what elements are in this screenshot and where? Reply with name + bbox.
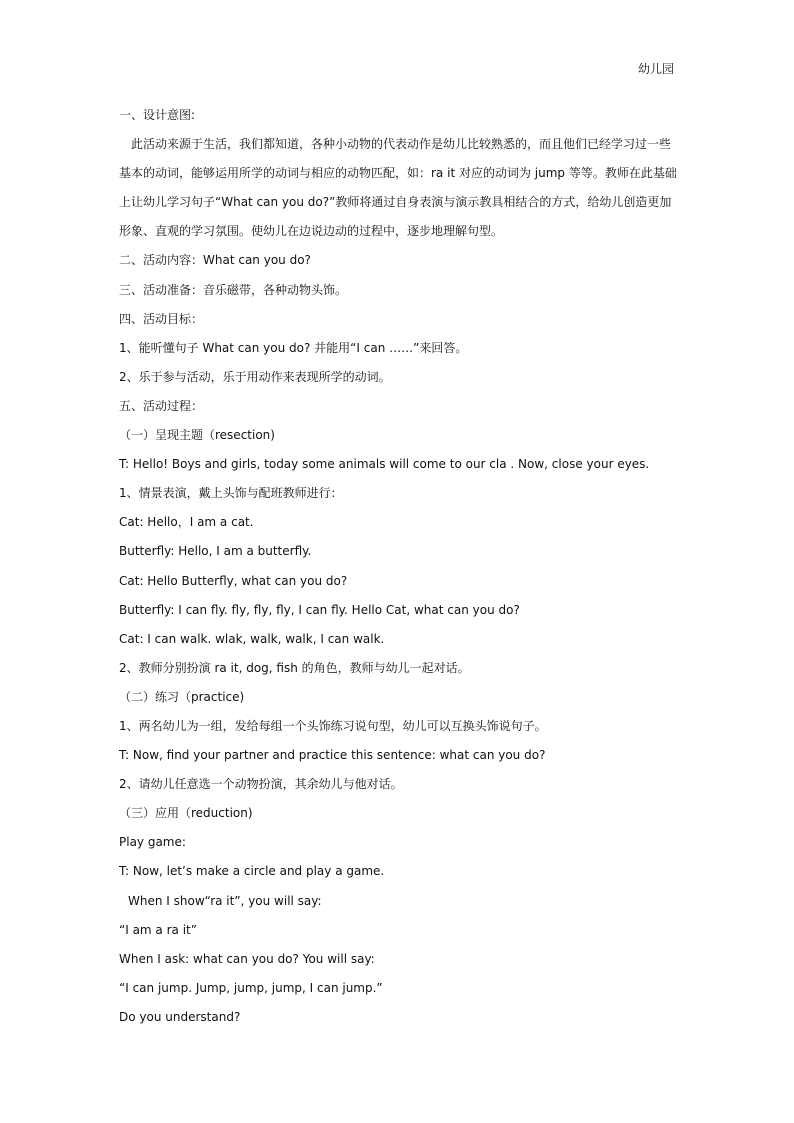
dialogue-line: Do you understand? — [119, 1009, 241, 1024]
section-heading-goals: 四、活动目标： — [119, 311, 204, 326]
subsection-heading: （一）呈现主题（resection) — [119, 428, 275, 443]
subsection-heading: （三）应用（reduction) — [119, 806, 253, 821]
section-heading-design: 一、设计意图: — [119, 108, 196, 122]
dialogue-line: Cat: Hello，I am a cat. — [119, 515, 254, 530]
dialogue-line: T: Hello! Boys and girls, today some animals will come to our cla . Now, close your eyes. — [119, 457, 650, 472]
paragraph-line: 形象、直观的学习氛围。使幼儿在边说边动的过程中，逐步地理解句型。 — [119, 224, 504, 239]
paragraph-line: 此活动来源于生活，我们都知道，各种小动物的代表动作是幼儿比较熟悉的，而且他们已经学习过一些 — [131, 137, 672, 152]
section-heading-process: 五、活动过程： — [119, 398, 204, 413]
section-heading-content: 二、活动内容：What can you do? — [119, 253, 311, 268]
step-item: 2、请幼儿任意选一个动物扮演，其余幼儿与他对话。 — [119, 777, 403, 792]
dialogue-line: “I can jump. Jump, jump, jump, I can jump.” — [119, 980, 383, 995]
paragraph-line: 基本的动词，能够运用所学的动词与相应的动物匹配，如：ra it 对应的动词为 jump 等等。教师在此基础 — [119, 166, 677, 181]
dialogue-line: Cat: I can walk. wlak, walk, walk, I can walk. — [119, 631, 385, 646]
dialogue-line: Butterfly: Hello, I am a butterfly. — [119, 544, 312, 559]
page-header: 幼儿园 — [637, 62, 674, 76]
document-body — [119, 101, 679, 1032]
dialogue-line: T: Now, let’s make a circle and play a game. — [119, 864, 385, 879]
dialogue-line: “I am a ra it” — [119, 922, 197, 937]
dialogue-line: Cat: Hello Butterfly, what can you do? — [119, 573, 348, 588]
text-line: Play game: — [119, 835, 186, 850]
step-item: 2、教师分别扮演 ra it, dog, fish 的角色，教师与幼儿一起对话。 — [119, 660, 470, 675]
step-item: 1、情景表演，戴上头饰与配班教师进行： — [119, 486, 343, 501]
dialogue-line: Butterfly: I can fly. fly, fly, fly, I can fly. Hello Cat, what can you do? — [119, 602, 520, 617]
step-item: 1、两名幼儿为一组，发给每组一个头饰练习说句型，幼儿可以互换头饰说句子。 — [119, 718, 547, 733]
dialogue-line: T: Now, find your partner and practice this sentence: what can you do? — [119, 748, 546, 763]
section-heading-preparation: 三、活动准备：音乐磁带，各种动物头饰。 — [119, 282, 348, 297]
subsection-heading: （二）练习（practice) — [119, 689, 245, 704]
dialogue-line: When I ask: what can you do? You will say: — [119, 951, 375, 966]
dialogue-line: When I show“ra it”, you will say: — [128, 893, 322, 908]
goal-item: 2、乐于参与活动，乐于用动作来表现所学的动词。 — [119, 369, 391, 384]
goal-item: 1、能听懂句子 What can you do? 并能用“I can ……”来回答。 — [119, 340, 468, 355]
paragraph-line: 上让幼儿学习句子“What can you do?”教师将通过自身表演与演示教具相结合的方式，给幼儿创造更加 — [119, 195, 672, 210]
